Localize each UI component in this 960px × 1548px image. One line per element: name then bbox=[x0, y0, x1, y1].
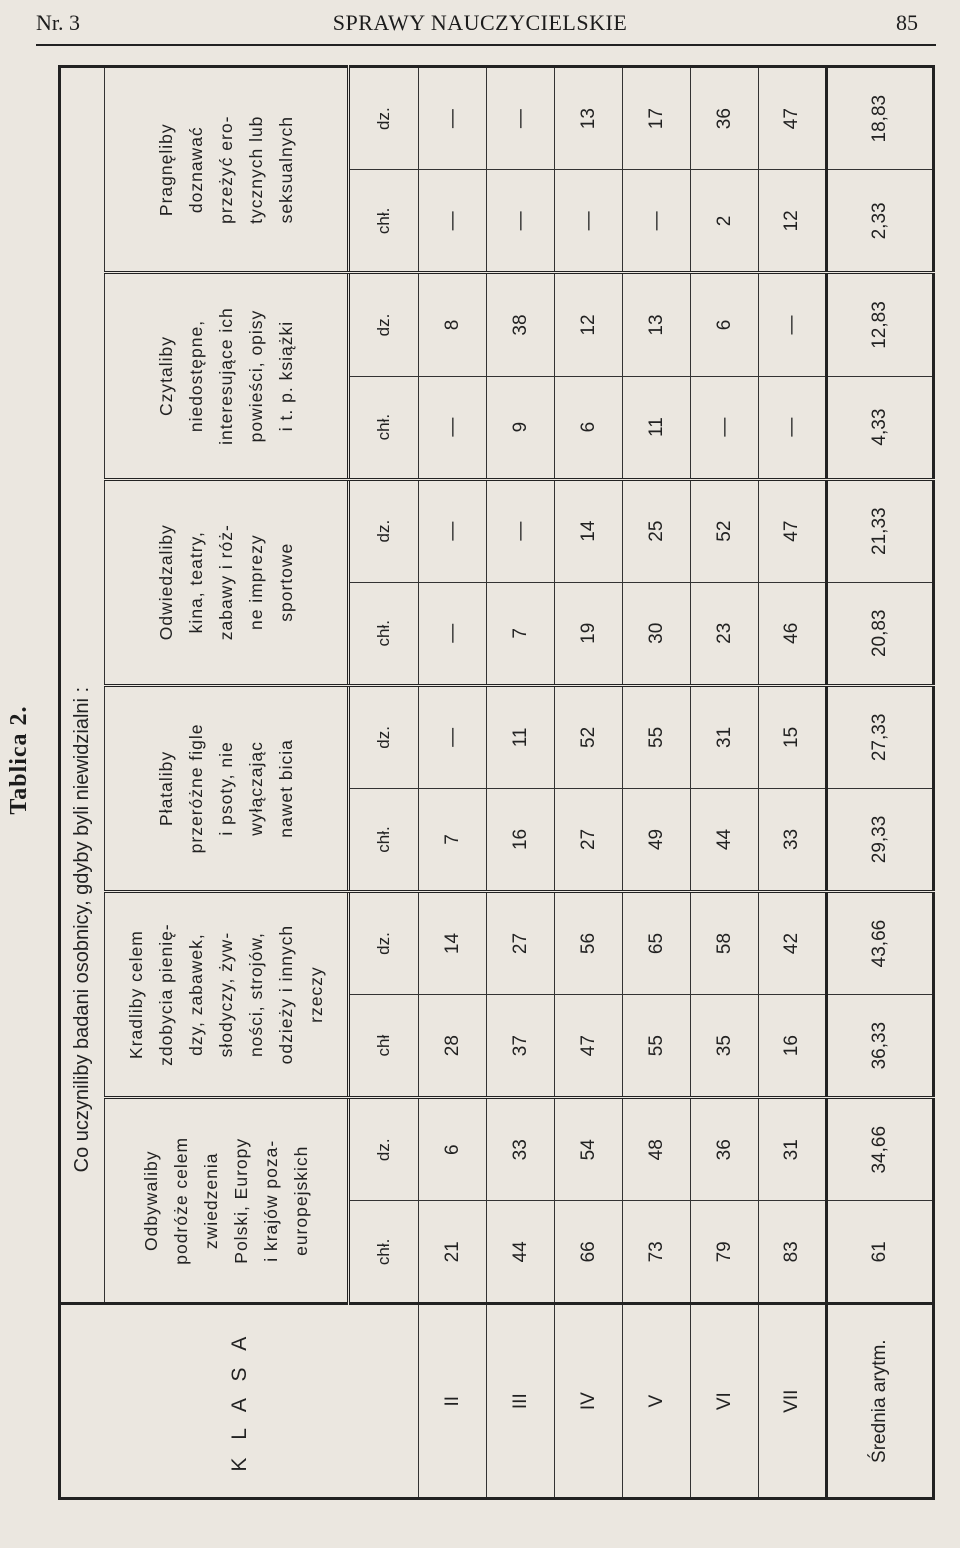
table-cell: 42 bbox=[759, 892, 827, 995]
table-cell: 31 bbox=[691, 685, 759, 788]
table-cell: 27 bbox=[487, 892, 555, 995]
sub-header: dz. bbox=[349, 479, 419, 582]
category-line: interesujące ich bbox=[216, 307, 237, 445]
category-line: doznawać bbox=[186, 126, 207, 214]
table-cell: 33 bbox=[487, 1098, 555, 1201]
category-line: przeżyć ero- bbox=[216, 115, 237, 224]
table-cell: 23 bbox=[691, 582, 759, 685]
table-cell: — bbox=[419, 170, 487, 273]
category-line: Kradliby celem bbox=[126, 930, 147, 1059]
sub-header: chł. bbox=[349, 170, 419, 273]
category-line: odzieży i innych bbox=[276, 924, 297, 1065]
category-line: podróże celem bbox=[171, 1136, 192, 1265]
table-cell: 11 bbox=[623, 376, 691, 479]
table-cell: 49 bbox=[623, 788, 691, 891]
table-cell: 52 bbox=[555, 685, 623, 788]
category-header bbox=[105, 1098, 349, 1304]
sub-header: dz. bbox=[349, 67, 419, 170]
table-cell: — bbox=[623, 170, 691, 273]
table-cell: 47 bbox=[759, 479, 827, 582]
sub-header: chł. bbox=[349, 582, 419, 685]
category-line: ności, strojów, bbox=[246, 932, 267, 1058]
class-label: III bbox=[487, 1304, 555, 1499]
average-label: Średnia arytm. bbox=[827, 1304, 934, 1499]
table-cell: 28 bbox=[419, 995, 487, 1098]
category-line: Polski, Europy bbox=[231, 1137, 252, 1264]
issue-number: Nr. 3 bbox=[36, 10, 80, 35]
table-cell: 73 bbox=[623, 1201, 691, 1304]
table-cell: 14 bbox=[419, 892, 487, 995]
table-cell: 35 bbox=[691, 995, 759, 1098]
table-row bbox=[555, 67, 623, 1499]
table-cell: — bbox=[759, 273, 827, 376]
table-cell: 12 bbox=[759, 170, 827, 273]
category-line: niedostępne, bbox=[186, 319, 207, 433]
table-cell: 52 bbox=[691, 479, 759, 582]
average-cell: 36,33 bbox=[827, 995, 934, 1098]
category-line: i krajów poza- bbox=[261, 1139, 282, 1262]
average-cell: 61 bbox=[827, 1201, 934, 1304]
table-cell: 13 bbox=[555, 67, 623, 170]
journal-title: SPRAWY NAUCZYCIELSKIE bbox=[332, 10, 628, 35]
category-line: nawet bicia bbox=[276, 739, 297, 838]
table-cell: 31 bbox=[759, 1098, 827, 1201]
table-cell: 65 bbox=[623, 892, 691, 995]
average-cell: 2,33 bbox=[827, 170, 934, 273]
category-line: zabawy i róż- bbox=[216, 524, 237, 641]
category-line: Czytaliby bbox=[156, 336, 177, 417]
average-cell: 12,83 bbox=[827, 273, 934, 376]
sub-header: dz. bbox=[349, 1098, 419, 1201]
table-row bbox=[759, 67, 827, 1499]
category-line: zwiedzenia bbox=[201, 1152, 222, 1250]
super-header: Co uczyniliby badani osobnicy, gdyby byli niewidzialni : bbox=[60, 67, 105, 1304]
table-cell: 6 bbox=[419, 1098, 487, 1201]
sub-header: chł. bbox=[349, 788, 419, 891]
table-cell: — bbox=[419, 479, 487, 582]
rotated-table-block bbox=[0, 20, 900, 1500]
average-cell: 43,66 bbox=[827, 892, 934, 995]
average-cell: 27,33 bbox=[827, 685, 934, 788]
table-cell: 7 bbox=[487, 582, 555, 685]
average-cell: 18,83 bbox=[827, 67, 934, 170]
table-cell: 21 bbox=[419, 1201, 487, 1304]
table-cell: 37 bbox=[487, 995, 555, 1098]
table-cell: 79 bbox=[691, 1201, 759, 1304]
table-cell: 33 bbox=[759, 788, 827, 891]
category-line: kina, teatry, bbox=[186, 531, 207, 634]
category-header bbox=[105, 479, 349, 685]
table-cell: 30 bbox=[623, 582, 691, 685]
category-line: sportowe bbox=[276, 542, 297, 622]
table-row bbox=[487, 67, 555, 1499]
table-cell: 38 bbox=[487, 273, 555, 376]
average-cell: 29,33 bbox=[827, 788, 934, 891]
category-line: ne imprezy bbox=[246, 534, 267, 631]
category-line: słodyczy, żyw- bbox=[216, 931, 237, 1058]
table-cell: 46 bbox=[759, 582, 827, 685]
table-cell: 36 bbox=[691, 67, 759, 170]
table-cell: 15 bbox=[759, 685, 827, 788]
category-line: Odbywaliby bbox=[141, 1150, 162, 1252]
table-cell: 9 bbox=[487, 376, 555, 479]
table-cell: — bbox=[419, 685, 487, 788]
table-cell: 83 bbox=[759, 1201, 827, 1304]
table-cell: — bbox=[487, 170, 555, 273]
table-cell: 2 bbox=[691, 170, 759, 273]
table-caption: Tablica 2. bbox=[6, 705, 32, 815]
table-cell: — bbox=[419, 582, 487, 685]
table-cell: 48 bbox=[623, 1098, 691, 1201]
category-line: Odwiedzaliby bbox=[156, 524, 177, 641]
sub-header: chł. bbox=[349, 376, 419, 479]
table-cell: 14 bbox=[555, 479, 623, 582]
category-line: i psoty, nie bbox=[216, 741, 237, 836]
table-cell: 7 bbox=[419, 788, 487, 891]
category-line: tycznych lub bbox=[246, 115, 267, 224]
table-cell: — bbox=[419, 376, 487, 479]
table-cell: — bbox=[419, 67, 487, 170]
table-cell: 47 bbox=[759, 67, 827, 170]
category-header bbox=[105, 892, 349, 1098]
klasa-header: K L A S A bbox=[60, 1304, 419, 1499]
category-line: dzy, zabawek, bbox=[186, 933, 207, 1056]
category-line: Płataliby bbox=[156, 750, 177, 826]
table-cell: 54 bbox=[555, 1098, 623, 1201]
table-cell: 17 bbox=[623, 67, 691, 170]
table-cell: — bbox=[487, 67, 555, 170]
category-line: seksualnych bbox=[276, 116, 297, 224]
category-line: powieści, opisy bbox=[246, 309, 267, 443]
table-cell: 6 bbox=[691, 273, 759, 376]
table-cell: 13 bbox=[623, 273, 691, 376]
category-header bbox=[105, 67, 349, 273]
table-cell: — bbox=[759, 376, 827, 479]
average-cell: 20,83 bbox=[827, 582, 934, 685]
category-line: rzeczy bbox=[306, 966, 327, 1023]
table-cell: 25 bbox=[623, 479, 691, 582]
table-cell: 6 bbox=[555, 376, 623, 479]
sub-header: dz. bbox=[349, 273, 419, 376]
table-cell: 12 bbox=[555, 273, 623, 376]
table-cell: — bbox=[487, 479, 555, 582]
category-line: europejskich bbox=[291, 1145, 312, 1256]
table-cell: — bbox=[555, 170, 623, 273]
table-cell: 11 bbox=[487, 685, 555, 788]
table-cell: 19 bbox=[555, 582, 623, 685]
table-row bbox=[691, 67, 759, 1499]
table-cell: 36 bbox=[691, 1098, 759, 1201]
table-cell: 58 bbox=[691, 892, 759, 995]
table-cell: 44 bbox=[691, 788, 759, 891]
category-line: zdobycia pienię- bbox=[156, 923, 177, 1066]
class-label: IV bbox=[555, 1304, 623, 1499]
category-line: wyłączając bbox=[246, 741, 267, 836]
table-cell: 55 bbox=[623, 685, 691, 788]
class-label: VI bbox=[691, 1304, 759, 1499]
table-cell: 47 bbox=[555, 995, 623, 1098]
class-label: V bbox=[623, 1304, 691, 1499]
sub-header: dz. bbox=[349, 685, 419, 788]
table-cell: 8 bbox=[419, 273, 487, 376]
average-cell: 34,66 bbox=[827, 1098, 934, 1201]
sub-header: chł. bbox=[349, 1201, 419, 1304]
category-header bbox=[105, 685, 349, 891]
category-header bbox=[105, 273, 349, 479]
table-cell: 55 bbox=[623, 995, 691, 1098]
sub-header: chł bbox=[349, 995, 419, 1098]
category-line: przeróżne figle bbox=[186, 723, 207, 854]
table-cell: 66 bbox=[555, 1201, 623, 1304]
category-line: Pragnęliby bbox=[156, 123, 177, 217]
page-number: 85 bbox=[896, 10, 918, 35]
table-cell: — bbox=[691, 376, 759, 479]
table-cell: 44 bbox=[487, 1201, 555, 1304]
table-cell: 56 bbox=[555, 892, 623, 995]
category-line: i t. p. książki bbox=[276, 320, 297, 432]
class-label: VII bbox=[759, 1304, 827, 1499]
average-cell: 21,33 bbox=[827, 479, 934, 582]
sub-header: dz. bbox=[349, 892, 419, 995]
table-cell: 27 bbox=[555, 788, 623, 891]
table-row bbox=[623, 67, 691, 1499]
table-cell: 16 bbox=[487, 788, 555, 891]
table-row bbox=[419, 67, 487, 1499]
class-label: II bbox=[419, 1304, 487, 1499]
average-cell: 4,33 bbox=[827, 376, 934, 479]
table-cell: 16 bbox=[759, 995, 827, 1098]
data-table bbox=[58, 65, 935, 1500]
